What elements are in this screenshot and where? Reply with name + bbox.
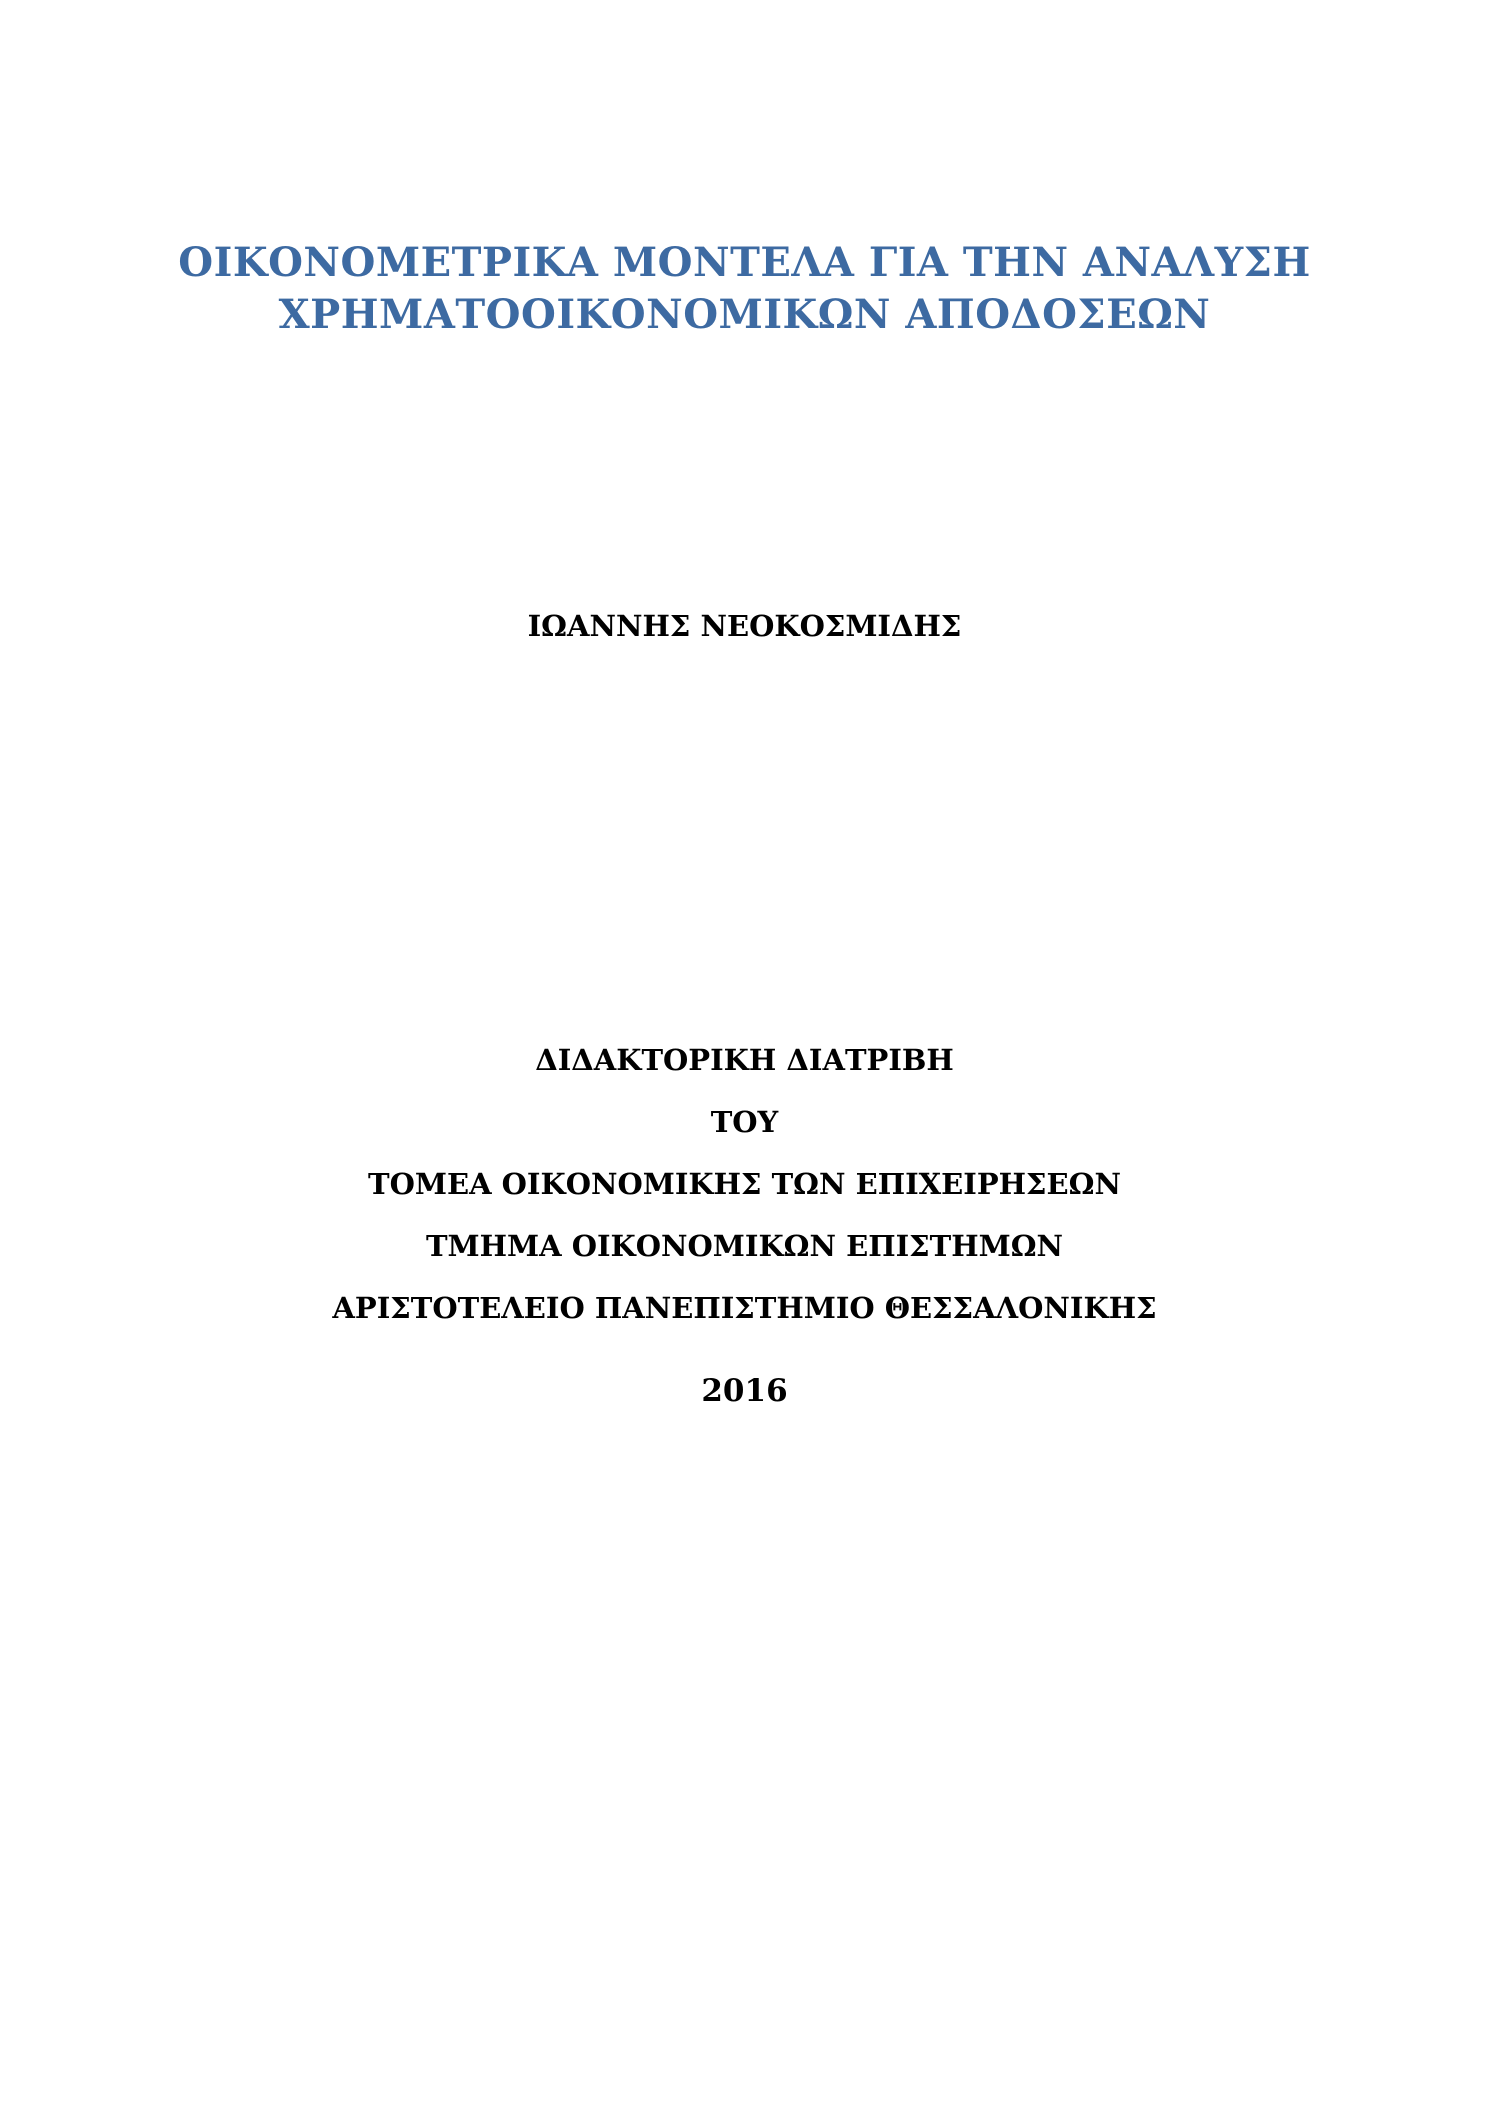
- thesis-type: ΔΙΔΑΚΤΟΡΙΚΗ ΔΙΑΤΡΙΒΗ: [535, 1043, 954, 1077]
- thesis-info: [0, 1042, 1489, 1352]
- thesis-of: ΤΟΥ: [710, 1105, 779, 1139]
- thesis-department: ΤΜΗΜΑ ΟΙΚΟΝΟΜΙΚΩΝ ΕΠΙΣΤΗΜΩΝ: [425, 1229, 1064, 1263]
- author-name: ΙΩΑΝΝΗΣ ΝΕΟΚΟΣΜΙΔΗΣ: [527, 609, 962, 643]
- thesis-year: 2016: [701, 1373, 788, 1409]
- thesis-university: ΑΡΙΣΤΟΤΕΛΕΙΟ ΠΑΝΕΠΙΣΤΗΜΙΟ ΘΕΣΣΑΛΟΝΙΚΗΣ: [332, 1291, 1157, 1325]
- thesis-title: [0, 237, 1489, 341]
- thesis-title-line-1: ΟΙΚΟΝΟΜΕΤΡΙΚΑ ΜΟΝΤΕΛΑ ΓΙΑ ΤΗΝ ΑΝΑΛΥΣΗ: [178, 239, 1311, 286]
- thesis-title-line-2: ΧΡΗΜΑΤΟΟΙΚΟΝΟΜΙΚΩΝ ΑΠΟΔΟΣΕΩΝ: [278, 291, 1211, 338]
- thesis-sector: ΤΟΜΕΑ ΟΙΚΟΝΟΜΙΚΗΣ ΤΩΝ ΕΠΙΧΕΙΡΗΣΕΩΝ: [368, 1167, 1121, 1201]
